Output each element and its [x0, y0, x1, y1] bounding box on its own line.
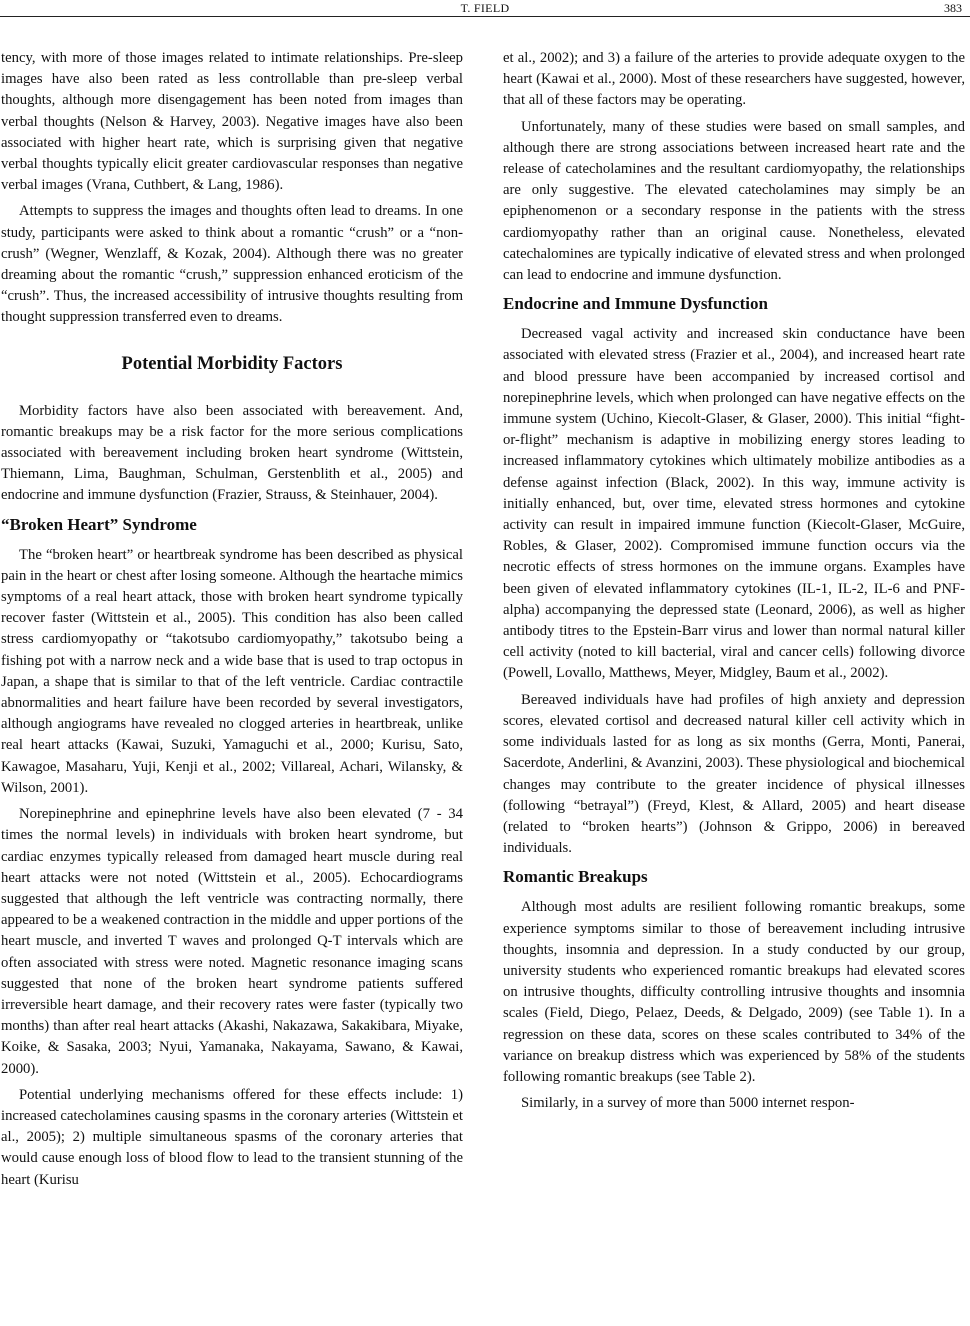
- right-column: [503, 48, 965, 1114]
- subsection-heading: Endocrine and Immune Dysfunction: [503, 294, 768, 314]
- header-rule: [0, 16, 970, 17]
- running-title: T. FIELD: [460, 1, 510, 15]
- subsection-heading: “Broken Heart” Syndrome: [1, 514, 197, 534]
- paragraph: et al., 2002); and 3) a failure of the arteries to provide adequate oxygen to the heart (Kawai et al., 2000). Most of these researchers have suggested, however, that all of these factors may be operating.: [503, 50, 965, 109]
- paragraph: Norepinephrine and epinephrine levels have also been elevated (7 - 34 times the normal levels) in individuals with broken heart syndrome, but cardiac enzymes typically released from damaged heart muscle during real heart attacks were not noted (Wittstein et al., 2005). Echocardiograms suggested that although the left ventricle was contracting normally, there appeared to be a weakened contraction in the middle and upper portions of the heart muscle, and inverted T waves and prolonged Q-T intervals which are often associated with stress were noted. Magnetic resonance imaging scans suggested that none of the broken heart syndrome patients suffered irreversible heart damage, and their recovery rates were faster (typically two months) than after real heart attacks (Akashi, Nakazawa, Sakakibara, Miyake, Koike, & Sasaka, 2003; Nyui, Yamanaka, Nakayama, Sawano, & Kawai, 2000).: [1, 806, 463, 1077]
- page-number: 383: [944, 1, 962, 15]
- paragraph: Potential underlying mechanisms offered for these effects include: 1) increased catecholamines causing spasms in the coronary arteries (Wittstein et al., 2005); 2) multiple simultaneous spasms of the coronary arteries that would cause enough loss of blood flow to lead to the transient stunning of the heart (Kurisu: [1, 1086, 463, 1188]
- section-title: Potential Morbidity Factors: [121, 353, 343, 374]
- subsection-heading: Romantic Breakups: [503, 867, 648, 887]
- paragraph: Similarly, in a survey of more than 5000 internet respon-: [521, 1095, 855, 1112]
- paragraph: The “broken heart” or heartbreak syndrome has been described as physical pain in the heart or chest after losing someone. Although the heartache mimics symptoms of a real heart attack, those with broken heart syndrome typically recover faster (Wittstein et al., 2005). This condition has also been called stress cardiomyopathy or “takotsubo cardiomyopathy,” takotsubo being a fishing pot with a narrow neck and a wide base that is used to trap octopus in Japan, a shape that is similar to that of the left ventricle. Cardiac contractile abnormalities and heart failure have been recorded by several investigators, although angiograms have revealed no clogged arteries in heartbreak, unlike real heart attacks (Kawai, Suzuki, Yamaguchi et al., 2000; Kurisu, Sato, Kawagoe, Masaharu, Yuji, Kenji et al., 2002; Villareal, Achari, Wilansky, & Wilson, 2001).: [1, 546, 463, 796]
- paragraph: Unfortunately, many of these studies were based on small samples, and although there are strong associations between increased heart rate and the release of catecholamines and the resultant cardiomyopathy, the relationships are only suggestive. The elevated catecholamines may simply be an epiphenomenon or a secondary response in the patients with the stress cardiomyopathy rather than an original cause. Nonetheless, elevated catechalomines are typically indicative of elevated stress and when prolonged can lead to endocrine and immune dysfunction.: [503, 118, 965, 284]
- left-column: [1, 48, 463, 1191]
- paragraph: Morbidity factors have also been associated with bereavement. And, romantic breakups may be a risk factor for the more serious complications associated with bereavement including broken heart syndrome (Wittstein, Thiemann, Lima, Baughman, Schulman, Gerstenblith et al., 2005) and endocrine and immune dysfunction (Frazier, Strauss, & Steinhauer, 2004).: [1, 402, 463, 504]
- paragraph: Bereaved individuals have had profiles of high anxiety and depression scores, elevated cortisol and decreased natural killer cell activity which in some individuals lasted for as long as six months (Gerra, Monti, Panerai, Sacerdote, Anderlini, & Avanzini, 2003). These physiological and biochemical changes may contribute to the greater incidence of physical illnesses (following “betrayal”) (Freyd, Klest, & Allard, 2005) and heart disease (related to “broken hearts”) (Johnson & Grippo, 2006) in bereaved individuals.: [503, 691, 965, 857]
- paragraph: tency, with more of those images related to intimate relationships. Pre-sleep images have also been rated as less controllable than pre-sleep verbal thoughts, although more disengagement has been noted from images than verbal thoughts (Nelson & Harvey, 2003). Negative images have also been associated with higher heart rate, which is surprising given that negative verbal thoughts typically elicit greater cardiovascular responses than negative verbal images (Vrana, Cuthbert, & Lang, 1986).: [1, 50, 463, 194]
- paragraph: Decreased vagal activity and increased skin conductance have been associated with elevated stress (Frazier et al., 2004), and increased heart rate and blood pressure have been accompanied by increased cortisol and norepinephrine levels, which when prolonged can have negative effects on the immune system (Uchino, Kiecolt-Glaser, & Glaser, 2000). This initial “fight-or-flight” mechanism is adaptive in mobilizing energy stores leading to increased inflammatory cytokines which ultimately mobilize antibodies as a defense against infection (Black, 2002). In this way, immune activity is initially enhanced, but, over time, elevated stress hormones and cytokine activity can result in impaired immune function (Kiecolt-Glaser, McGuire, Robles, & Glaser, 2002). Compromised immune function occurs via the necrotic effects of stress hormones on the immune organs. Examples have been given of elevated inflammatory cytokines (IL-1, IL-2, IL-6 and PNF-alpha) accompanying the depressed state (Leonard, 2006), as well as higher antibody titres to the Epstein-Barr virus and lower than normal natural killer cell activity (noted to kill bacterial, viral and cancer cells) following divorce (Powell, Lovallo, Matthews, Meyer, Midgley, Baum et al., 2002).: [503, 326, 965, 682]
- paragraph: Attempts to suppress the images and thoughts often lead to dreams. In one study, participants were asked to think about a romantic “crush” or a “non-crush” (Wegner, Wenzlaff, & Kozak, 2004). Although there was no greater dreaming about the romantic “crush,” suppression enhanced eroticism of the “crush”. Thus, the increased accessibility of intrusive thoughts resulting from thought suppression transferred even to dreams.: [1, 203, 463, 326]
- paragraph: Although most adults are resilient following romantic breakups, some experience symptoms similar to those of bereavement including intrusive thoughts, insomnia and depression. In a study conducted by our group, university students who experienced romantic breakups had elevated scores on intrusive thoughts, difficulty controlling intrusive thoughts and insomnia scales (Field, Diego, Pelaez, Deeds, & Delgado, 2009) (see Table 1). In a regression on these data, scores on these scales contributed to 34% of the variance on breakup distress which was experienced by 58% of the students following romantic breakups (see Table 2).: [503, 899, 965, 1085]
- running-header: [0, 0, 970, 16]
